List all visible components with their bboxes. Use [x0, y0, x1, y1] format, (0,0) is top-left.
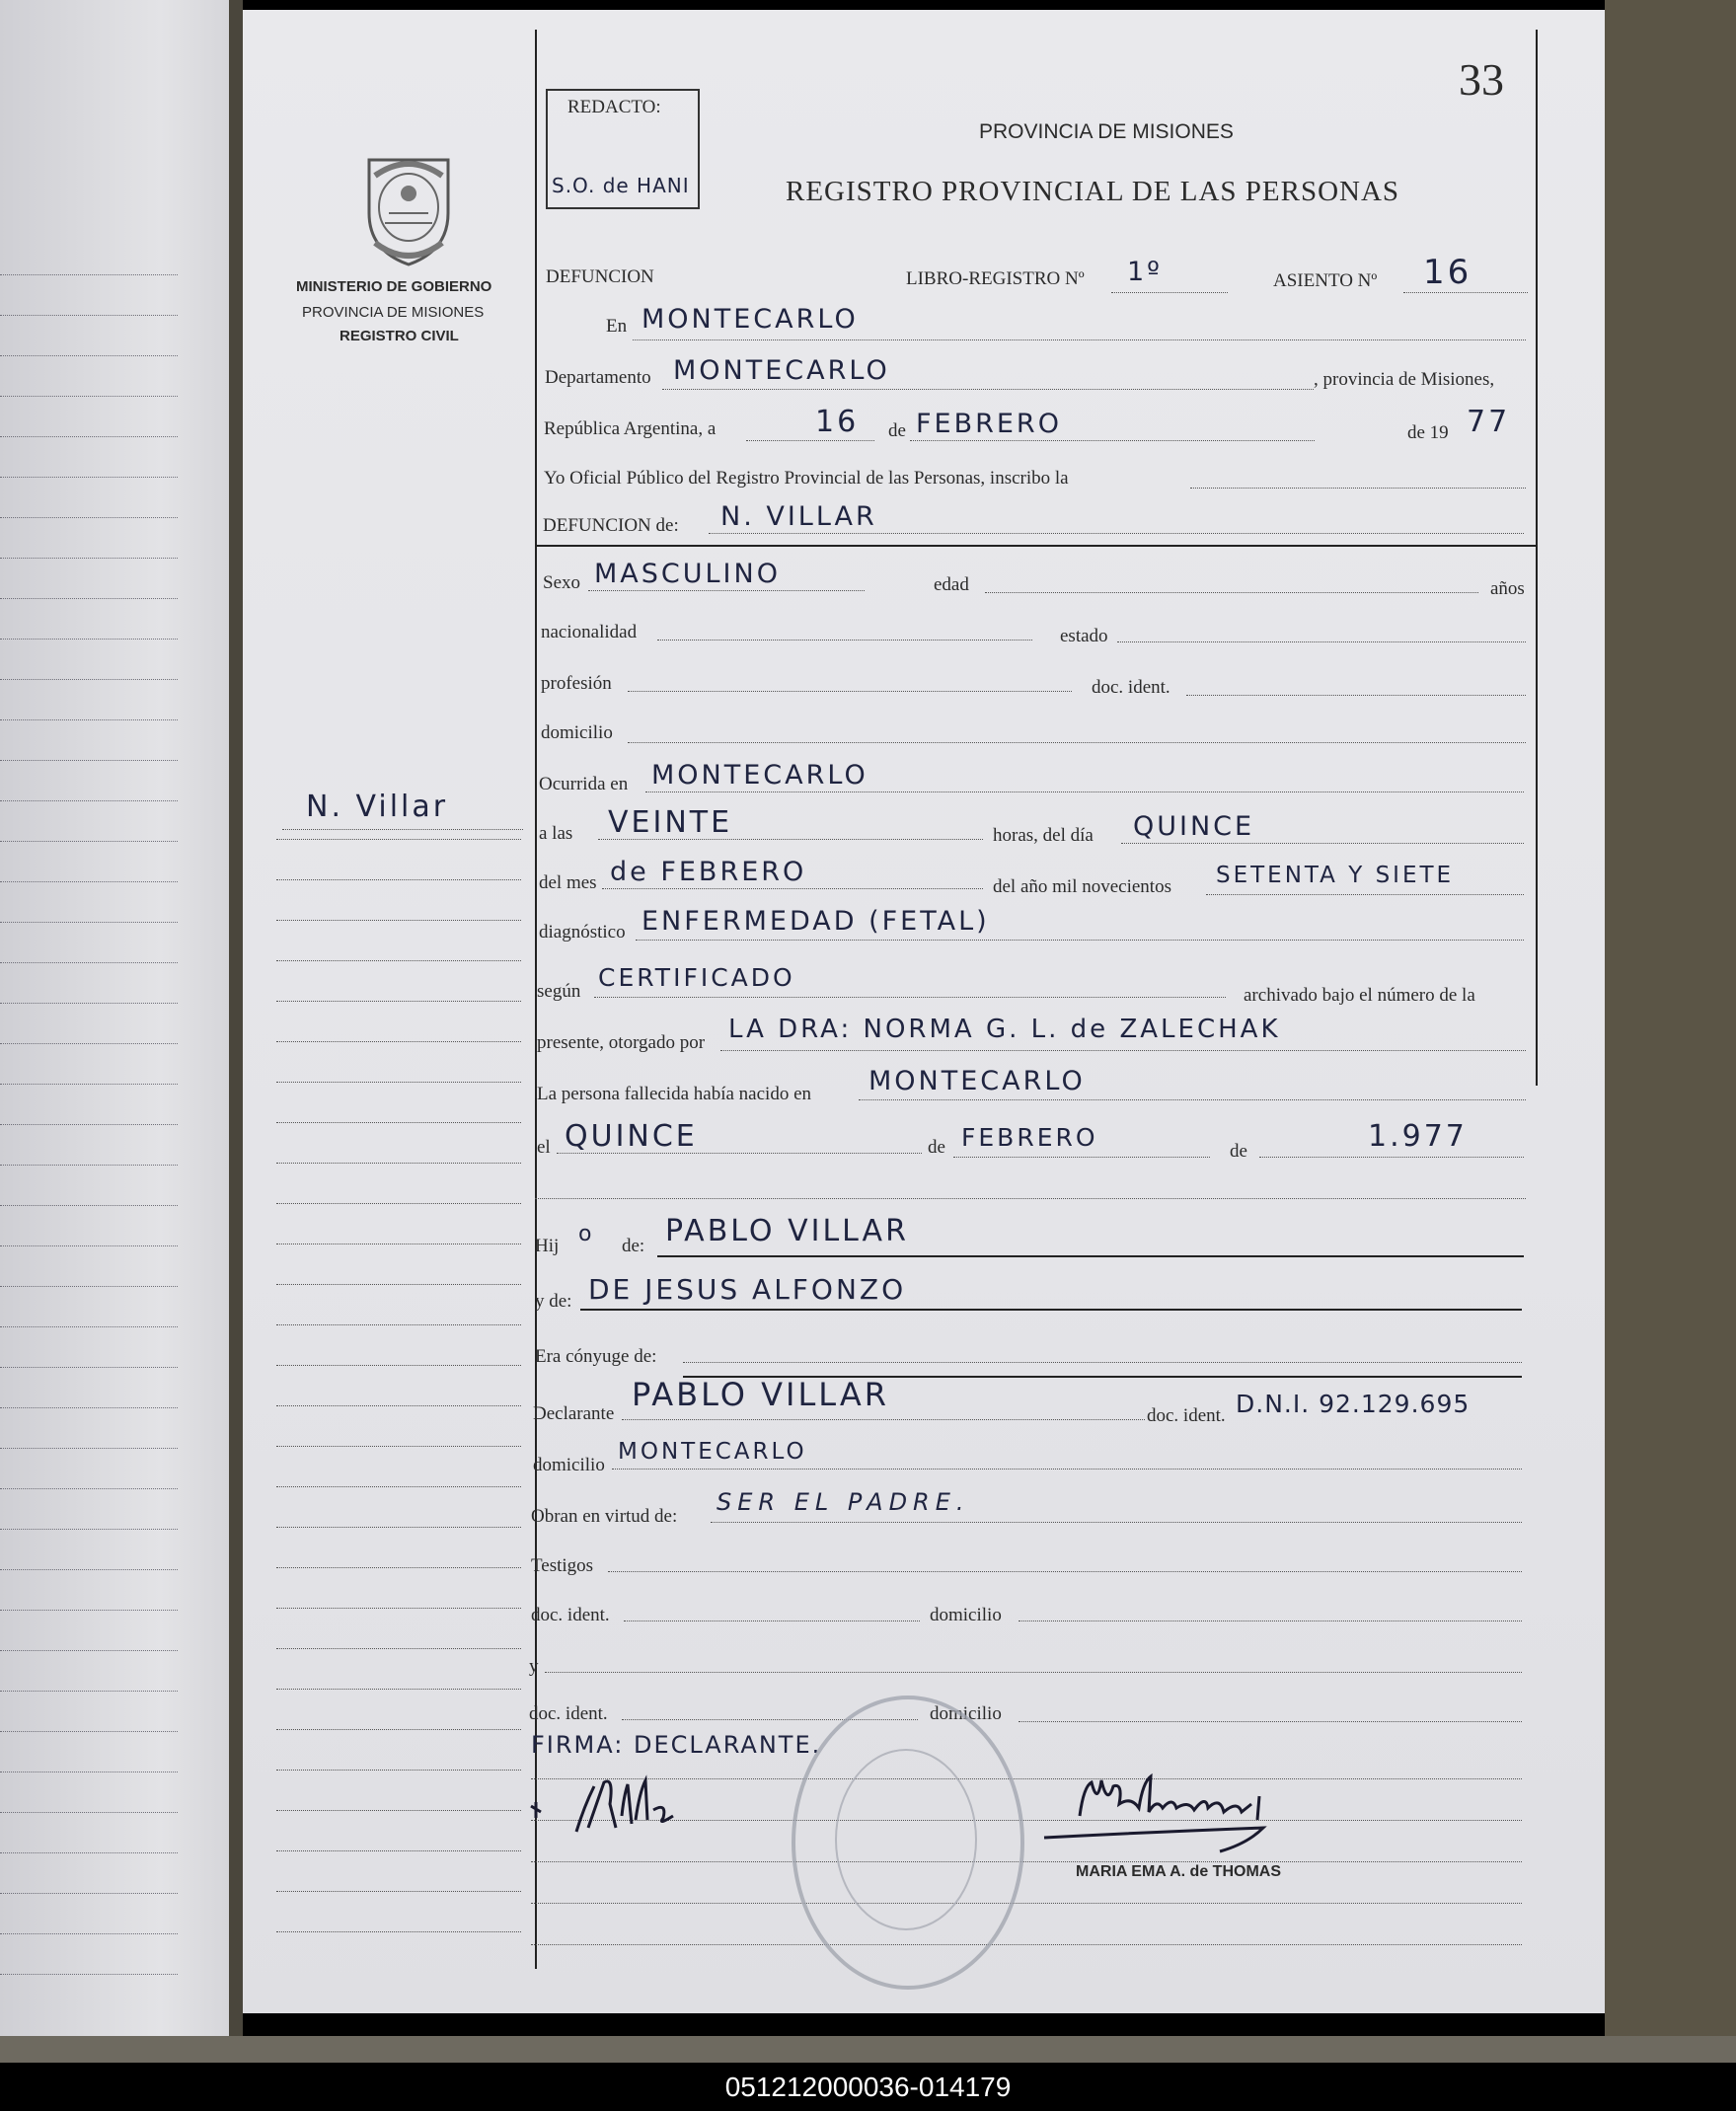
nacionalidad-label: nacionalidad [541, 622, 638, 642]
provincial-emblem-icon [355, 148, 462, 275]
left-page-rule [0, 881, 178, 882]
asiento-value: 16 [1423, 253, 1472, 292]
book-spine [229, 0, 243, 2036]
oficial-name: MARIA EMA A. de THOMAS [1076, 1863, 1281, 1880]
defuncion-de-label: DEFUNCION de: [543, 515, 679, 536]
decl-doc-label: doc. ident. [1147, 1405, 1226, 1426]
header-province: PROVINCIA DE MISIONES [979, 120, 1234, 143]
left-page-rule [0, 841, 178, 842]
left-page-rule [0, 800, 178, 801]
margin-column-rule [276, 1689, 521, 1690]
asiento-line [1403, 292, 1528, 293]
margin-column-rule [276, 1041, 521, 1042]
provincia-label: , provincia de Misiones, [1314, 369, 1495, 390]
left-page-rule [0, 1893, 178, 1894]
nacido-value: MONTECARLO [868, 1066, 1086, 1096]
margin-column-rule [276, 1729, 521, 1730]
left-page-rule [0, 1245, 178, 1246]
sig-line-5 [531, 1944, 1522, 1945]
book-cover-edge [1605, 0, 1736, 2036]
segun-line [594, 997, 1226, 998]
margin-column-rule [276, 1324, 521, 1325]
edad-label: edad [934, 574, 969, 595]
anio-mil-label: del año mil novecientos [993, 876, 1171, 897]
y-label: y [529, 1656, 539, 1677]
obran-label: Obran en virtud de: [531, 1506, 678, 1527]
margin-column-rule [276, 1203, 521, 1204]
conyuge-line [683, 1362, 1522, 1363]
libro-label: LIBRO-REGISTRO Nº [906, 268, 1085, 289]
left-page-rule [0, 1610, 178, 1611]
decl-doc-value: D.N.I. 92.129.695 [1236, 1390, 1471, 1418]
left-page-rule [0, 1529, 178, 1530]
ministry-line-1: MINISTERIO DE GOBIERNO [296, 278, 492, 295]
sexo-label: Sexo [543, 572, 580, 593]
edad-line [985, 592, 1478, 593]
register-page [243, 10, 1605, 2013]
hijo-line [657, 1255, 1524, 1257]
left-page-rule [0, 1569, 178, 1570]
left-page-rule [0, 436, 178, 437]
nacido-line [859, 1099, 1526, 1100]
left-page-rule [0, 1407, 178, 1408]
left-page-rule [0, 1488, 178, 1489]
left-page-rule [0, 274, 178, 275]
libro-value: 1º [1127, 257, 1163, 287]
diagnostico-line [636, 940, 1524, 941]
left-page [0, 0, 233, 2036]
oficial-signature [1040, 1757, 1366, 1870]
sig-line-4 [531, 1903, 1522, 1904]
margin-column-rule [276, 1608, 521, 1609]
blank-line [535, 1198, 1526, 1199]
yde-label: y de: [535, 1291, 572, 1312]
segun-value: CERTIFICADO [598, 963, 795, 992]
hijo-de-label: de: [622, 1236, 645, 1256]
doc-ident-line [1186, 695, 1526, 696]
de2-label: de [928, 1137, 945, 1158]
left-page-rule [0, 1812, 178, 1813]
y-line [545, 1672, 1522, 1673]
oficial-label: Yo Oficial Público del Registro Provincial de las Personas, inscribo la [544, 468, 1069, 489]
archivado-label: archivado bajo el número de la [1244, 985, 1475, 1006]
stamp-emblem-icon [835, 1749, 977, 1930]
presente-value: LA DRA: NORMA G. L. de ZALECHAK [728, 1015, 1281, 1044]
redacto-initials: S.O. de HANI [552, 174, 690, 197]
left-page-rule [0, 1852, 178, 1853]
nacionalidad-line [657, 640, 1032, 641]
defuncion-de-line [709, 533, 1524, 534]
alas-line [598, 839, 983, 840]
dia-value: 16 [815, 405, 860, 439]
margin-column-rule [276, 1527, 521, 1528]
margin-column-rule [276, 1648, 521, 1649]
horas-line [1121, 843, 1524, 844]
left-page-rule [0, 679, 178, 680]
redacto-box [546, 89, 700, 209]
declarante-value: PABLO VILLAR [632, 1376, 889, 1413]
left-page-rule [0, 1691, 178, 1692]
ministry-line-2: PROVINCIA DE MISIONES [302, 304, 485, 321]
left-page-rule [0, 962, 178, 963]
obran-value: SER EL PADRE. [717, 1488, 970, 1516]
book-bottom-edge [0, 2036, 1736, 2063]
profesion-label: profesión [541, 673, 612, 694]
margin-column-rule [276, 1567, 521, 1568]
redacto-label: REDACTO: [567, 97, 661, 117]
margin-column-rule [276, 1891, 521, 1892]
delmes-label: del mes [539, 872, 597, 893]
profesion-line [628, 691, 1072, 692]
left-page-rule [0, 396, 178, 397]
republica-label: República Argentina, a [544, 418, 717, 439]
left-page-rule [0, 639, 178, 640]
sexo-line [588, 590, 865, 591]
margin-column-rule [276, 1163, 521, 1164]
right-line [1536, 30, 1538, 1086]
left-page-rule [0, 760, 178, 761]
page-number: 33 [1459, 54, 1504, 105]
el-value: QUINCE [565, 1119, 698, 1154]
left-page-rule [0, 1650, 178, 1651]
left-page-rule [0, 355, 178, 356]
el-line [557, 1153, 922, 1154]
margin-column-rule [276, 920, 521, 921]
defuncion-title: DEFUNCION [546, 266, 654, 287]
doc2-label: doc. ident. [529, 1703, 608, 1724]
domicilio-line [628, 742, 1526, 743]
left-page-rule [0, 598, 178, 599]
de3-value: 1.977 [1368, 1119, 1468, 1154]
alas-value: VEINTE [608, 805, 733, 840]
header-registry: REGISTRO PROVINCIAL DE LAS PERSONAS [786, 176, 1400, 207]
segun-label: según [537, 981, 581, 1002]
left-page-rule [0, 1003, 178, 1004]
departamento-line [662, 389, 1314, 390]
ocurrida-label: Ocurrida en [539, 774, 629, 794]
mes-line [910, 440, 1315, 441]
left-page-rule [0, 1084, 178, 1085]
en-label: En [606, 316, 628, 337]
domicilio2-line [612, 1469, 1522, 1470]
left-page-rule [0, 1974, 178, 1975]
hijo-suffix: o [578, 1222, 595, 1246]
de2-line [953, 1157, 1210, 1158]
left-page-rule [0, 1205, 178, 1206]
doc-ident-label: doc. ident. [1092, 677, 1170, 698]
mes-value: FEBRERO [916, 409, 1062, 439]
en-value: MONTECARLO [642, 304, 859, 335]
margin-note: N. Villar [306, 790, 449, 824]
divider-1 [535, 545, 1536, 547]
yde-value: DE JESUS ALFONZO [588, 1273, 907, 1306]
sexo-value: MASCULINO [594, 559, 781, 589]
hijo-value: PABLO VILLAR [665, 1214, 909, 1248]
registry-stamp [792, 1696, 1024, 1990]
left-page-rule [0, 558, 178, 559]
margin-column-rule [276, 960, 521, 961]
doc1-label: doc. ident. [531, 1605, 610, 1625]
left-page-rule [0, 1731, 178, 1732]
footer-image-id: 051212000036-014179 [0, 2063, 1736, 2111]
domicilio-label: domicilio [541, 722, 613, 743]
left-page-rule [0, 315, 178, 316]
asiento-label: ASIENTO Nº [1273, 270, 1378, 291]
margin-column-rule [276, 1931, 521, 1932]
left-page-rule [0, 477, 178, 478]
declarante-line [622, 1419, 1145, 1420]
left-page-rule [0, 719, 178, 720]
delmes-line [602, 888, 983, 889]
dom2-line [1019, 1721, 1522, 1722]
anio-value: 77 [1467, 405, 1511, 439]
left-page-rule [0, 1933, 178, 1934]
obran-line [711, 1522, 1522, 1523]
margin-column-rule [276, 839, 521, 840]
oficial-line [1190, 488, 1526, 489]
presente-label: presente, otorgado por [537, 1032, 706, 1053]
margin-column-rule [276, 1284, 521, 1285]
diagnostico-value: ENFERMEDAD (FETAL) [642, 906, 990, 937]
diagnostico-label: diagnóstico [539, 922, 626, 942]
firma-label: FIRMA: DECLARANTE. [531, 1731, 822, 1759]
hijo-label: Hij [535, 1236, 560, 1256]
en-line [633, 339, 1526, 340]
anio-mil-line [1206, 894, 1524, 895]
margin-column-rule [276, 1850, 521, 1851]
de19-label: de 19 [1407, 422, 1449, 443]
left-page-rule [0, 1448, 178, 1449]
left-page-rule [0, 1165, 178, 1166]
de3-label: de [1230, 1141, 1247, 1162]
declarante-label: Declarante [533, 1403, 615, 1424]
margin-column-rule [276, 1365, 521, 1366]
de3-line [1259, 1157, 1524, 1158]
margin-column-rule [276, 1486, 521, 1487]
nacido-label: La persona fallecida había nacido en [537, 1084, 811, 1104]
departamento-label: Departamento [545, 367, 651, 388]
declarante-signature [519, 1767, 717, 1860]
horas-value: QUINCE [1133, 811, 1255, 842]
margin-column-rule [276, 1810, 521, 1811]
delmes-value: de FEBRERO [610, 857, 807, 887]
conyuge-label: Era cónyuge de: [535, 1346, 657, 1367]
departamento-value: MONTECARLO [673, 355, 890, 386]
margin-column-rule [276, 879, 521, 880]
estado-line [1117, 641, 1526, 642]
horas-label: horas, del día [993, 825, 1094, 846]
domicilio2-value: MONTECARLO [618, 1439, 807, 1465]
left-page-rule [0, 1286, 178, 1287]
alas-label: a las [539, 823, 573, 844]
anos-label: años [1490, 578, 1525, 599]
margin-column-rule [276, 1770, 521, 1771]
left-page-rule [0, 1124, 178, 1125]
sig-line-3 [531, 1861, 1522, 1862]
margin-column-rule [276, 1405, 521, 1406]
anio-mil-value: SETENTA Y SIETE [1216, 863, 1455, 888]
estado-label: estado [1060, 626, 1108, 646]
margin-note-line [282, 829, 523, 830]
domicilio2-label: domicilio [533, 1455, 605, 1475]
dom1-label: domicilio [930, 1605, 1002, 1625]
left-page-rule [0, 1043, 178, 1044]
de2-value: FEBRERO [961, 1123, 1098, 1152]
left-page-rule [0, 1326, 178, 1327]
presente-line [720, 1050, 1526, 1051]
margin-column-rule [276, 1446, 521, 1447]
testigos-label: Testigos [531, 1555, 594, 1576]
yde-line [580, 1309, 1522, 1311]
ministry-line-3: REGISTRO CIVIL [340, 328, 459, 344]
left-page-rule [0, 922, 178, 923]
margin-column-rule [276, 1082, 521, 1083]
margin-column-rule [276, 1122, 521, 1123]
left-page-rule [0, 517, 178, 518]
testigos-line [608, 1571, 1522, 1572]
ocurrida-value: MONTECARLO [651, 760, 868, 791]
dom2-label: domicilio [930, 1703, 1002, 1724]
defuncion-de-value: N. VILLAR [720, 501, 877, 532]
left-page-rule [0, 1367, 178, 1368]
libro-line [1111, 292, 1228, 293]
dia-line [746, 440, 874, 441]
de-label: de [888, 420, 906, 441]
margin-column-rule [276, 1001, 521, 1002]
el-label: el [537, 1137, 551, 1158]
